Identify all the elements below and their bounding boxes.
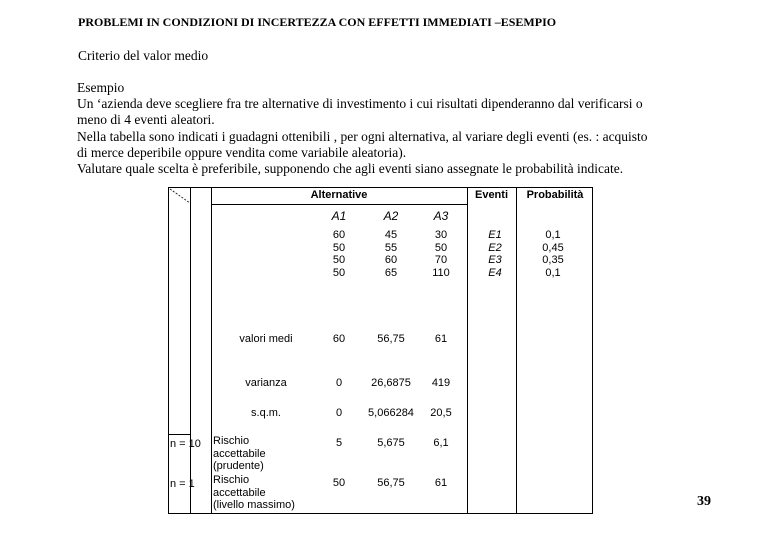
cell-a1: 50: [332, 254, 346, 266]
cell-a3: 110: [432, 266, 450, 279]
body-line: meno di 4 eventi aleatori.: [77, 112, 215, 128]
rischio-line: Rischio: [213, 474, 250, 486]
rischio-massimo-a1: 50: [332, 477, 346, 489]
cell-a3: 30: [434, 229, 448, 241]
rischio-massimo-a3: 61: [434, 477, 448, 489]
rischio-line: (prudente): [213, 460, 264, 472]
rischio-line: accettabile: [213, 447, 266, 460]
header-a3: A3: [433, 209, 449, 223]
table-grid-line: [211, 188, 212, 513]
table-grid-line: [211, 204, 467, 205]
cell-evento: E4: [488, 266, 502, 279]
varianza-a3: 419: [431, 377, 451, 389]
cell-a1: 60: [332, 229, 346, 241]
body-line: Esempio: [77, 80, 125, 95]
n-10-label: n = 10: [170, 438, 201, 450]
cell-a3: 70: [434, 254, 448, 266]
body-line: Nella tabella sono indicati i guadagni ottenibili , per ogni alternativa, al variare degli eventi (es. : acquisto: [77, 128, 648, 144]
header-a1: A1: [331, 209, 347, 223]
rischio-massimo-label: [213, 474, 295, 512]
valori-medi-a3: 61: [434, 333, 448, 345]
body-text: [77, 80, 737, 177]
rischio-massimo-a2: 56,75: [377, 477, 405, 489]
header-alternative: Alternative: [310, 189, 368, 201]
body-line: di merce deperibile oppure vendita come variabile aleatoria).: [77, 144, 407, 160]
rischio-prudente-a2: 5,675: [377, 437, 405, 449]
cell-a2: 65: [384, 266, 398, 279]
rischio-line: accettabile: [213, 486, 266, 499]
sqm-a1: 0: [335, 407, 343, 419]
header-eventi: Eventi: [474, 189, 508, 201]
label-varianza: varianza: [245, 377, 287, 389]
cell-evento: E2: [488, 241, 502, 254]
table-grid-line: [467, 188, 468, 513]
column-a1: [321, 229, 357, 279]
column-probabilita: [531, 229, 575, 279]
corner-diagonal: [169, 188, 191, 204]
cell-probabilita: 0,45: [542, 241, 564, 254]
header-probabilita: Probabilità: [526, 189, 584, 201]
page-subtitle: Criterio del valor medio: [78, 48, 209, 63]
column-eventi: [477, 229, 513, 279]
varianza-a1: 0: [335, 377, 343, 389]
sqm-a3: 20,5: [430, 407, 452, 419]
cell-a1: 50: [332, 241, 346, 254]
valori-medi-a2: 56,75: [377, 333, 405, 345]
cell-a2: 55: [384, 241, 398, 254]
sqm-a2: 5,066284: [368, 407, 414, 419]
cell-evento: E3: [488, 254, 502, 266]
cell-evento: E1: [488, 229, 502, 241]
body-line: Valutare quale scelta è preferibile, supponendo che agli eventi siano assegnate le probabilità indicate.: [77, 161, 624, 177]
column-a3: [423, 229, 459, 279]
rischio-line: (livello massimo): [213, 499, 295, 511]
label-valori-medi: valori medi: [239, 333, 293, 345]
n-1-label: n = 1: [170, 478, 195, 490]
table-grid-line: [516, 188, 517, 513]
valori-medi-a1: 60: [332, 333, 346, 345]
page-number: 39: [697, 494, 711, 509]
cell-a3: 50: [434, 241, 448, 254]
varianza-a2: 26,6875: [371, 377, 411, 389]
page-title: PROBLEMI IN CONDIZIONI DI INCERTEZZA CON EFFETTI IMMEDIATI –ESEMPIO: [78, 15, 557, 29]
cell-a2: 45: [384, 229, 398, 241]
rischio-line: Rischio: [213, 435, 250, 447]
cell-a2: 60: [384, 254, 398, 266]
table-grid-line: [190, 188, 191, 513]
cell-a1: 50: [332, 266, 346, 279]
label-sqm: s.q.m.: [251, 407, 281, 419]
cell-probabilita: 0,1: [545, 229, 561, 241]
decision-table: [168, 187, 593, 514]
cell-probabilita: 0,1: [545, 266, 561, 279]
body-line: Un ‘azienda deve scegliere fra tre alternative di investimento i cui risultati dipenderanno dal verificarsi o: [77, 96, 643, 112]
column-a2: [373, 229, 409, 279]
table-grid-line: [169, 434, 190, 435]
rischio-prudente-a1: 5: [335, 437, 343, 449]
cell-probabilita: 0,35: [542, 254, 564, 266]
header-a2: A2: [383, 209, 399, 223]
rischio-prudente-a3: 6,1: [433, 437, 449, 449]
rischio-prudente-label: [213, 435, 266, 473]
